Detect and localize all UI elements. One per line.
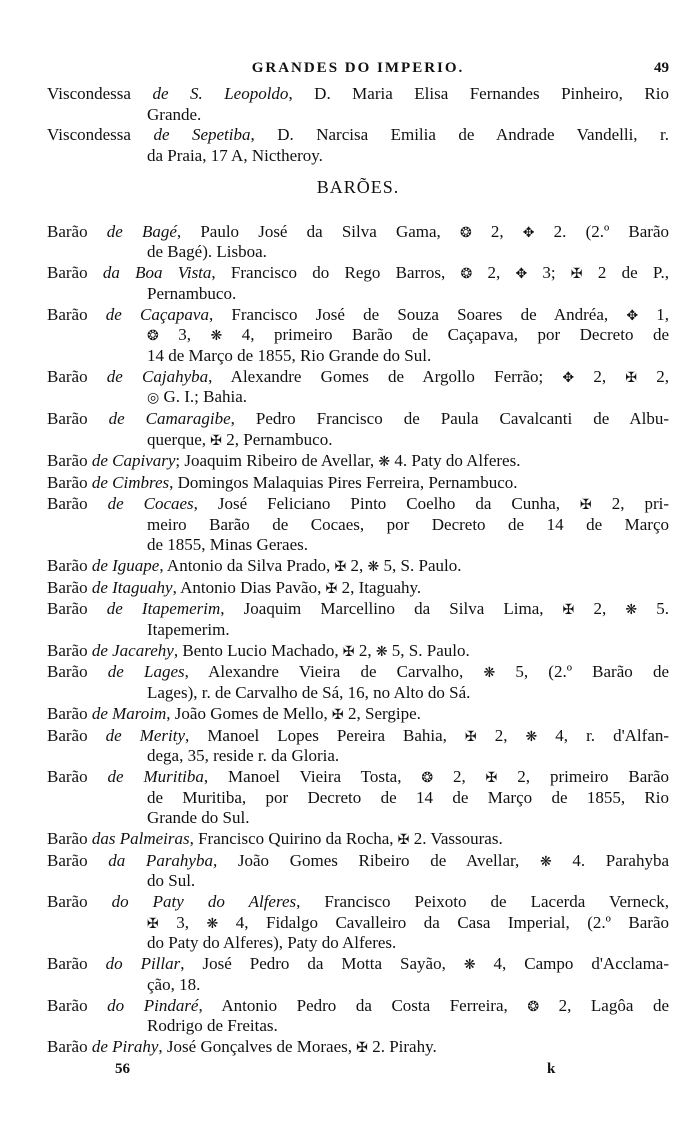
title-place: do Pillar	[105, 954, 181, 974]
entry-text: 5.	[637, 599, 669, 619]
rose-icon: ❂	[459, 224, 472, 241]
entry-text: 2,	[354, 640, 376, 660]
baroes-list	[47, 222, 669, 1059]
entry-text: 3,	[158, 912, 207, 932]
title-place: de Maroim	[91, 703, 167, 723]
cross-icon: ✠	[397, 831, 410, 848]
entry-text: 5, (2.º Barão de	[495, 662, 669, 682]
entry-text: Barão	[47, 850, 109, 870]
title-place: de Muritiba	[107, 766, 204, 786]
baroe-entry	[47, 263, 669, 304]
entry-text: , Manoel Lopes Pereira Bahia,	[185, 725, 465, 745]
entry-line	[47, 746, 669, 767]
baroe-entry	[47, 829, 669, 851]
baroe-entry	[47, 367, 669, 409]
baroe-entry	[47, 305, 669, 367]
viscondessa-entry	[47, 84, 669, 125]
entry-line	[47, 387, 669, 409]
baroe-entry	[47, 726, 669, 767]
cross-icon: ✠	[464, 728, 477, 745]
entry-line	[47, 808, 669, 829]
entry-text: , Domingos Malaquias Pires Ferreira, Pernambuco.	[169, 473, 518, 493]
baroe-entry	[47, 1037, 669, 1059]
entry-line	[47, 125, 669, 146]
entry-line	[47, 913, 669, 934]
entry-text: Rodrigo de Freitas.	[147, 1016, 278, 1036]
entry-text: 14 de Março de 1855, Rio Grande do Sul.	[147, 345, 432, 365]
entry-text: Viscondessa	[47, 125, 154, 145]
entry-text: 2,	[574, 366, 626, 386]
entry-line	[47, 105, 669, 126]
title-place: de Merity	[105, 725, 186, 745]
entry-text: , D. Narcisa Emilia de Andrade Vandelli, r.	[250, 125, 669, 145]
title-place: da Parahyba	[108, 850, 213, 870]
entry-line	[47, 767, 669, 788]
rose-icon: ❂	[460, 266, 473, 283]
entry-text: , D. Maria Elisa Fernandes Pinheiro, Rio	[288, 84, 669, 103]
entry-text: , Francisco Peixoto de Lacerda Verneck,	[296, 892, 669, 912]
entry-text: , José Gonçalves de Moraes,	[158, 1036, 357, 1056]
entry-line	[47, 263, 669, 284]
entry-text: , José Feliciano Pinto Coelho da Cunha,	[193, 493, 581, 513]
entry-line	[47, 556, 669, 578]
title-place: de Sepetiba	[153, 125, 251, 145]
cross-icon: ✠	[570, 266, 583, 283]
cross-icon: ✠	[562, 602, 575, 619]
entry-text: Barão	[47, 493, 108, 513]
running-head	[47, 56, 669, 84]
title-place: de Bagé	[106, 221, 177, 241]
medal-icon: ❋	[210, 328, 223, 345]
title-place: de Itaguahy	[91, 577, 173, 597]
entry-line	[47, 242, 669, 263]
entry-text: Barão	[47, 366, 107, 386]
entry-line	[47, 84, 669, 105]
entry-text: 2,	[472, 263, 516, 283]
entry-line	[47, 704, 669, 726]
entry-line	[47, 578, 669, 600]
entry-text: 2. (2.º Barão	[534, 221, 669, 241]
entry-line	[47, 451, 669, 473]
entry-line	[47, 305, 669, 326]
title-place: de Iguape	[91, 555, 160, 575]
title-place: do Pindaré	[107, 995, 199, 1015]
cross-icon: ✠	[356, 1039, 368, 1056]
cross-icon: ✠	[580, 496, 592, 513]
title-place: de Itapemerim	[106, 599, 221, 619]
baroe-entry	[47, 473, 669, 494]
entry-text: Barão	[47, 703, 92, 723]
rose-icon: ❂	[421, 769, 434, 786]
baroe-entry	[47, 556, 669, 578]
baroe-entry	[47, 578, 669, 600]
entry-text: 2,	[346, 555, 368, 575]
page-number: 49	[654, 60, 669, 76]
entry-text: 2, Pernambuco.	[222, 429, 333, 449]
entry-text: 4, Campo d'Acclama-	[475, 954, 669, 974]
title-place: de Jacarehy	[91, 640, 174, 660]
entry-text: Barão	[47, 828, 92, 848]
entry-text: Barão	[47, 451, 92, 471]
baroe-entry	[47, 599, 669, 640]
viscondessa-entry	[47, 125, 669, 166]
cross-icon: ✠	[334, 558, 347, 575]
entry-text: 5, S. Paulo.	[387, 640, 470, 660]
rose-icon: ❂	[147, 328, 159, 345]
signature-mark: k	[547, 1060, 556, 1077]
entry-text: 4, primeiro Barão de Caçapava, por Decreto de	[222, 325, 669, 345]
entry-text: 2, Itaguahy.	[337, 577, 422, 597]
entry-text: 2,	[433, 766, 486, 786]
baroe-entry	[47, 767, 669, 829]
entry-text: Barão	[47, 995, 108, 1015]
baroe-entry	[47, 954, 669, 995]
medal-icon: ❋	[463, 957, 476, 974]
entry-text: 2,	[476, 725, 526, 745]
entry-text: , Alexandre Vieira de Carvalho,	[184, 662, 484, 682]
entry-line	[47, 683, 669, 704]
entry-text: do Paty do Alferes), Paty do Alferes.	[147, 933, 397, 953]
entry-text: de Bagé). Lisboa.	[147, 242, 267, 262]
medal-icon: ❋	[378, 454, 391, 471]
entry-line	[47, 662, 669, 683]
entry-line	[47, 892, 669, 913]
entry-text: do Sul.	[147, 871, 196, 891]
section-title: BARÕES.	[316, 176, 400, 197]
entry-text: ; Joaquim Ribeiro de Avellar,	[175, 451, 379, 471]
entry-text: Itapemerim.	[147, 620, 230, 639]
entry-line	[47, 473, 669, 494]
entry-line	[47, 325, 669, 346]
entry-text: Barão	[47, 662, 108, 682]
entry-text: da Praia, 17 A, Nictheroy.	[147, 146, 323, 166]
title-place: de S. Leopoldo	[152, 84, 289, 103]
cross-icon: ✠	[485, 769, 498, 786]
diamond-cross-icon: ✥	[522, 224, 535, 241]
entry-text: 3;	[527, 263, 571, 283]
entry-text: 2, Sergipe.	[343, 703, 421, 723]
entry-text: 2, pri-	[591, 493, 669, 513]
entry-text: 2,	[574, 599, 626, 619]
entry-text: 2,	[637, 366, 669, 386]
cross-icon: ✠	[147, 915, 159, 932]
entry-text: , Joaquim Marcellino da Silva Lima,	[220, 599, 563, 619]
circle-icon: ◎	[147, 390, 160, 407]
entry-text: dega, 35, reside r. da Gloria.	[147, 746, 340, 766]
entry-line	[47, 1037, 669, 1059]
entry-text: Barão	[47, 221, 107, 241]
entry-text: Lages), r. de Carvalho de Sá, 16, no Alto do Sá.	[147, 683, 471, 703]
title-place: das Palmeiras	[91, 828, 190, 848]
entry-text: Barão	[47, 892, 112, 912]
entry-text: 4, Fidalgo Cavalleiro da Casa Imperial, (2.º Barão	[218, 912, 669, 932]
diamond-cross-icon: ✥	[515, 266, 528, 283]
title-place: de Cajahyba	[106, 366, 209, 386]
title-place: de Lages	[107, 662, 185, 682]
baroe-entry	[47, 494, 669, 556]
cross-icon: ✠	[625, 369, 638, 386]
entry-line	[47, 975, 669, 996]
entry-text: Barão	[47, 304, 106, 324]
entry-text: ção, 18.	[147, 974, 201, 994]
title-place: de Cimbres	[91, 473, 170, 493]
entry-text: , Antonio da Silva Prado,	[159, 555, 335, 575]
entry-text: Barão	[47, 555, 92, 575]
entry-text: 2. Pirahy.	[367, 1036, 437, 1056]
running-title: GRANDES DO IMPERIO.	[251, 60, 465, 76]
entry-text: 5, S. Paulo.	[379, 555, 462, 575]
entry-text: , Francisco Quirino da Rocha,	[189, 828, 398, 848]
entry-text: Barão	[47, 473, 92, 493]
entry-text: querque,	[147, 429, 211, 449]
baroe-entry	[47, 409, 669, 451]
entry-text: 2. Vassouras.	[409, 828, 503, 848]
entry-text: Grande do Sul.	[147, 808, 250, 828]
entry-line	[47, 620, 669, 641]
entry-text: , Manoel Vieira Tosta,	[203, 766, 422, 786]
medal-icon: ❋	[483, 665, 496, 682]
entry-text: , Antonio Pedro da Costa Ferreira,	[198, 995, 528, 1015]
medal-icon: ❋	[206, 915, 219, 932]
entry-text: 2,	[471, 221, 523, 241]
entry-text: 4. Parahyba	[551, 850, 669, 870]
title-place: de Caçapava	[105, 304, 209, 324]
medal-icon: ❋	[625, 602, 638, 619]
entry-text: Barão	[47, 725, 106, 745]
medal-icon: ❋	[525, 728, 538, 745]
entry-line	[47, 146, 669, 167]
entry-text: de 1855, Minas Geraes.	[147, 535, 308, 555]
baroe-entry	[47, 222, 669, 263]
medal-icon: ❋	[367, 558, 380, 575]
entry-text: , Bento Lucio Machado,	[173, 640, 343, 660]
entry-line	[47, 996, 669, 1017]
entry-line	[47, 851, 669, 872]
entry-text: 4, r. d'Alfan-	[537, 725, 669, 745]
medal-icon: ❋	[539, 853, 552, 870]
title-place: de Cocaes	[107, 493, 194, 513]
entry-line	[47, 933, 669, 954]
entry-text: , João Gomes Ribeiro de Avellar,	[212, 850, 540, 870]
cross-icon: ✠	[210, 432, 222, 449]
entry-line	[47, 1016, 669, 1037]
entry-text: , Pedro Francisco de Paula Cavalcanti de Albu-	[230, 409, 669, 429]
diamond-cross-icon: ✥	[626, 307, 639, 324]
cross-icon: ✠	[342, 643, 355, 660]
entry-text: 2 de P.,	[582, 263, 669, 283]
entry-text: Barão	[47, 599, 107, 619]
entry-text: 1,	[638, 304, 669, 324]
entry-line	[47, 726, 669, 747]
entry-text: 2, primeiro Barão	[497, 766, 669, 786]
entry-text: Viscondessa	[47, 84, 153, 103]
baroe-entry	[47, 451, 669, 473]
entry-text: Barão	[47, 409, 109, 429]
entry-text: Barão	[47, 1036, 92, 1056]
entry-line	[47, 871, 669, 892]
entry-line	[47, 515, 669, 536]
title-place: de Capivary	[91, 451, 176, 471]
entry-text: , Francisco do Rego Barros,	[211, 263, 461, 283]
title-place: do Paty do Alferes	[111, 892, 297, 912]
entry-line	[47, 494, 669, 515]
entry-text: , João Gomes de Mello,	[166, 703, 333, 723]
entry-line	[47, 367, 669, 388]
entry-text: 2, Lagôa de	[539, 995, 669, 1015]
entry-line	[47, 222, 669, 243]
entry-line	[47, 346, 669, 367]
entry-text: , José Pedro da Motta Sayão,	[180, 954, 464, 974]
baroe-entry	[47, 641, 669, 663]
baroe-entry	[47, 892, 669, 954]
cross-icon: ✠	[325, 580, 338, 597]
diamond-cross-icon: ✥	[562, 369, 575, 386]
book-page	[47, 56, 669, 1081]
entry-line	[47, 284, 669, 305]
entry-text: Barão	[47, 263, 103, 283]
rose-icon: ❂	[527, 998, 540, 1015]
title-place: de Camaragibe	[108, 409, 231, 429]
entry-text: , Alexandre Gomes de Argollo Ferrão;	[208, 366, 563, 386]
entry-text: Grande.	[147, 104, 202, 124]
title-place: de Pirahy	[91, 1036, 159, 1056]
entry-text: 4. Paty do Alferes.	[390, 451, 521, 471]
entry-text: Barão	[47, 954, 106, 974]
medal-icon: ❋	[375, 643, 388, 660]
entry-line	[47, 829, 669, 851]
baroe-entry	[47, 662, 669, 703]
entry-text: meiro Barão de Cocaes, por Decreto de 14 de Março	[147, 514, 669, 534]
viscondessas-list	[47, 84, 669, 167]
entry-text: , Francisco José de Souza Soares de Andréa,	[208, 304, 627, 324]
entry-text: Pernambuco.	[147, 283, 237, 303]
page-footer	[47, 1059, 669, 1081]
title-place: da Boa Vista	[102, 263, 212, 283]
cross-icon: ✠	[332, 706, 344, 723]
entry-line	[47, 535, 669, 556]
signature-number: 56	[115, 1060, 130, 1077]
baroe-entry	[47, 851, 669, 892]
entry-text: Barão	[47, 577, 92, 597]
baroe-entry	[47, 996, 669, 1037]
entry-line	[47, 409, 669, 430]
entry-line	[47, 954, 669, 975]
entry-text: Barão	[47, 766, 108, 786]
entry-text: Barão	[47, 640, 92, 660]
entry-text: , Antonio Dias Pavão,	[172, 577, 326, 597]
entry-line	[47, 641, 669, 663]
entry-line	[47, 788, 669, 809]
entry-text: 3,	[158, 325, 211, 345]
entry-text: , Paulo José da Silva Gama,	[176, 221, 460, 241]
baroe-entry	[47, 704, 669, 726]
entry-text: G. I.; Bahia.	[159, 387, 248, 407]
entry-text: de Muritiba, por Decreto de 14 de Março de 1855, Rio	[147, 787, 669, 807]
entry-line	[47, 430, 669, 452]
entry-line	[47, 599, 669, 620]
